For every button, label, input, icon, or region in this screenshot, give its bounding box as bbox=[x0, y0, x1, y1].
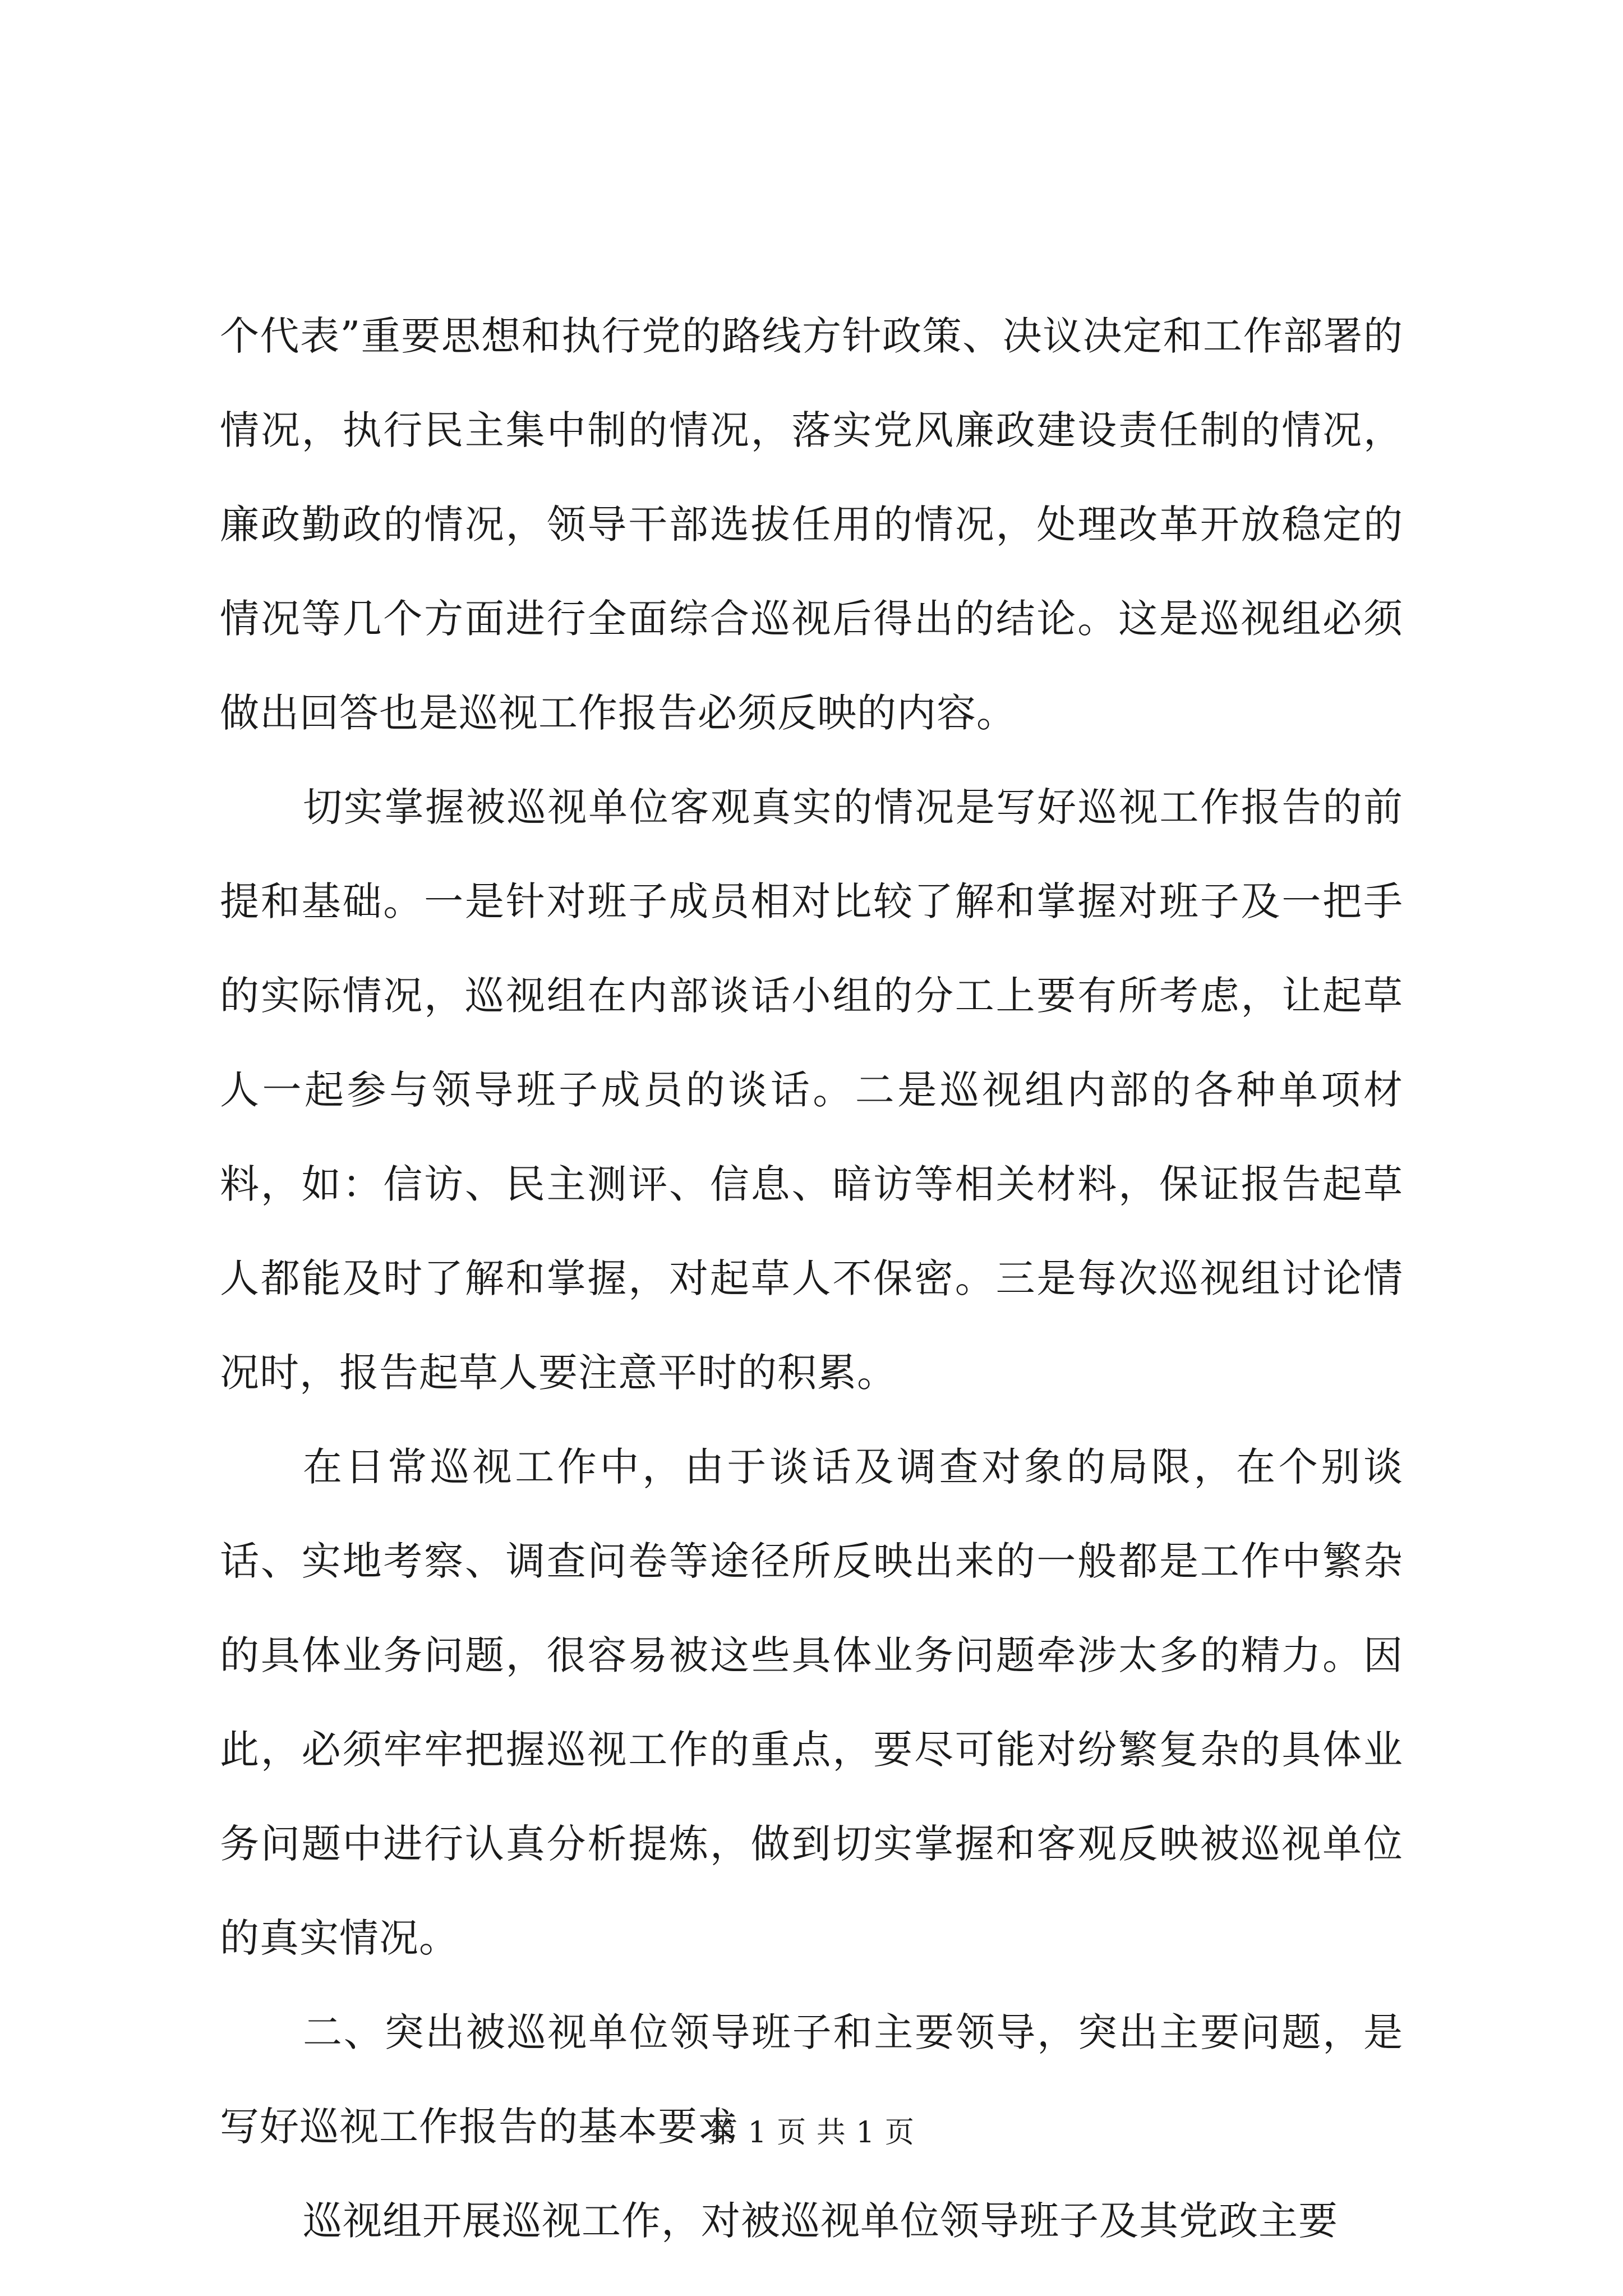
paragraph-2: 切实掌握被巡视单位客观真实的情况是写好巡视工作报告的前提和基础。一是针对班子成员相对比较了解和掌握对班子及一把手的实际情况，巡视组在内部谈话小组的分工上要有所考虑，让起草人一起参与领导班子成员的谈话。二是巡视组内部的各种单项材料，如：信访、民主测评、信息、暗访等相关材料，保证报告起草人都能及时了解和掌握，对起草人不保密。三是每次巡视组讨论情况时，报告起草人要注意平时的积累。 bbox=[220, 784, 1403, 1396]
paragraph-1: 个代表”重要思想和执行党的路线方针政策、决议决定和工作部署的情况，执行民主集中制的情况，落实党风廉政建设责任制的情况，廉政勤政的情况，领导干部选拔任用的情况，处理改革开放稳定的情况等几个方面进行全面综合巡视后得出的结论。这是巡视组必须做出回答也是巡视工作报告必须反映的内容。 bbox=[220, 313, 1403, 736]
section-heading-2: 二、突出被巡视单位领导班子和主要领导，突出主要问题，是写好巡视工作报告的基本要求 bbox=[220, 2009, 1403, 2150]
page-footer: 第 1 页 共 1 页 bbox=[708, 2116, 915, 2150]
paragraph-5: 巡视组开展巡视工作，对被巡视单位领导班子及其党政主要 bbox=[303, 2198, 1338, 2244]
document-body bbox=[220, 289, 1403, 2268]
paragraph-3: 在日常巡视工作中，由于谈话及调查对象的局限，在个别谈话、实地考察、调查问卷等途径所反映出来的一般都是工作中繁杂的具体业务问题，很容易被这些具体业务问题牵涉太多的精力。因此，必须牢牢把握巡视工作的重点，要尽可能对纷繁复杂的具体业务问题中进行认真分析提炼，做到切实掌握和客观反映被巡视单位的真实情况。 bbox=[220, 1444, 1403, 1961]
